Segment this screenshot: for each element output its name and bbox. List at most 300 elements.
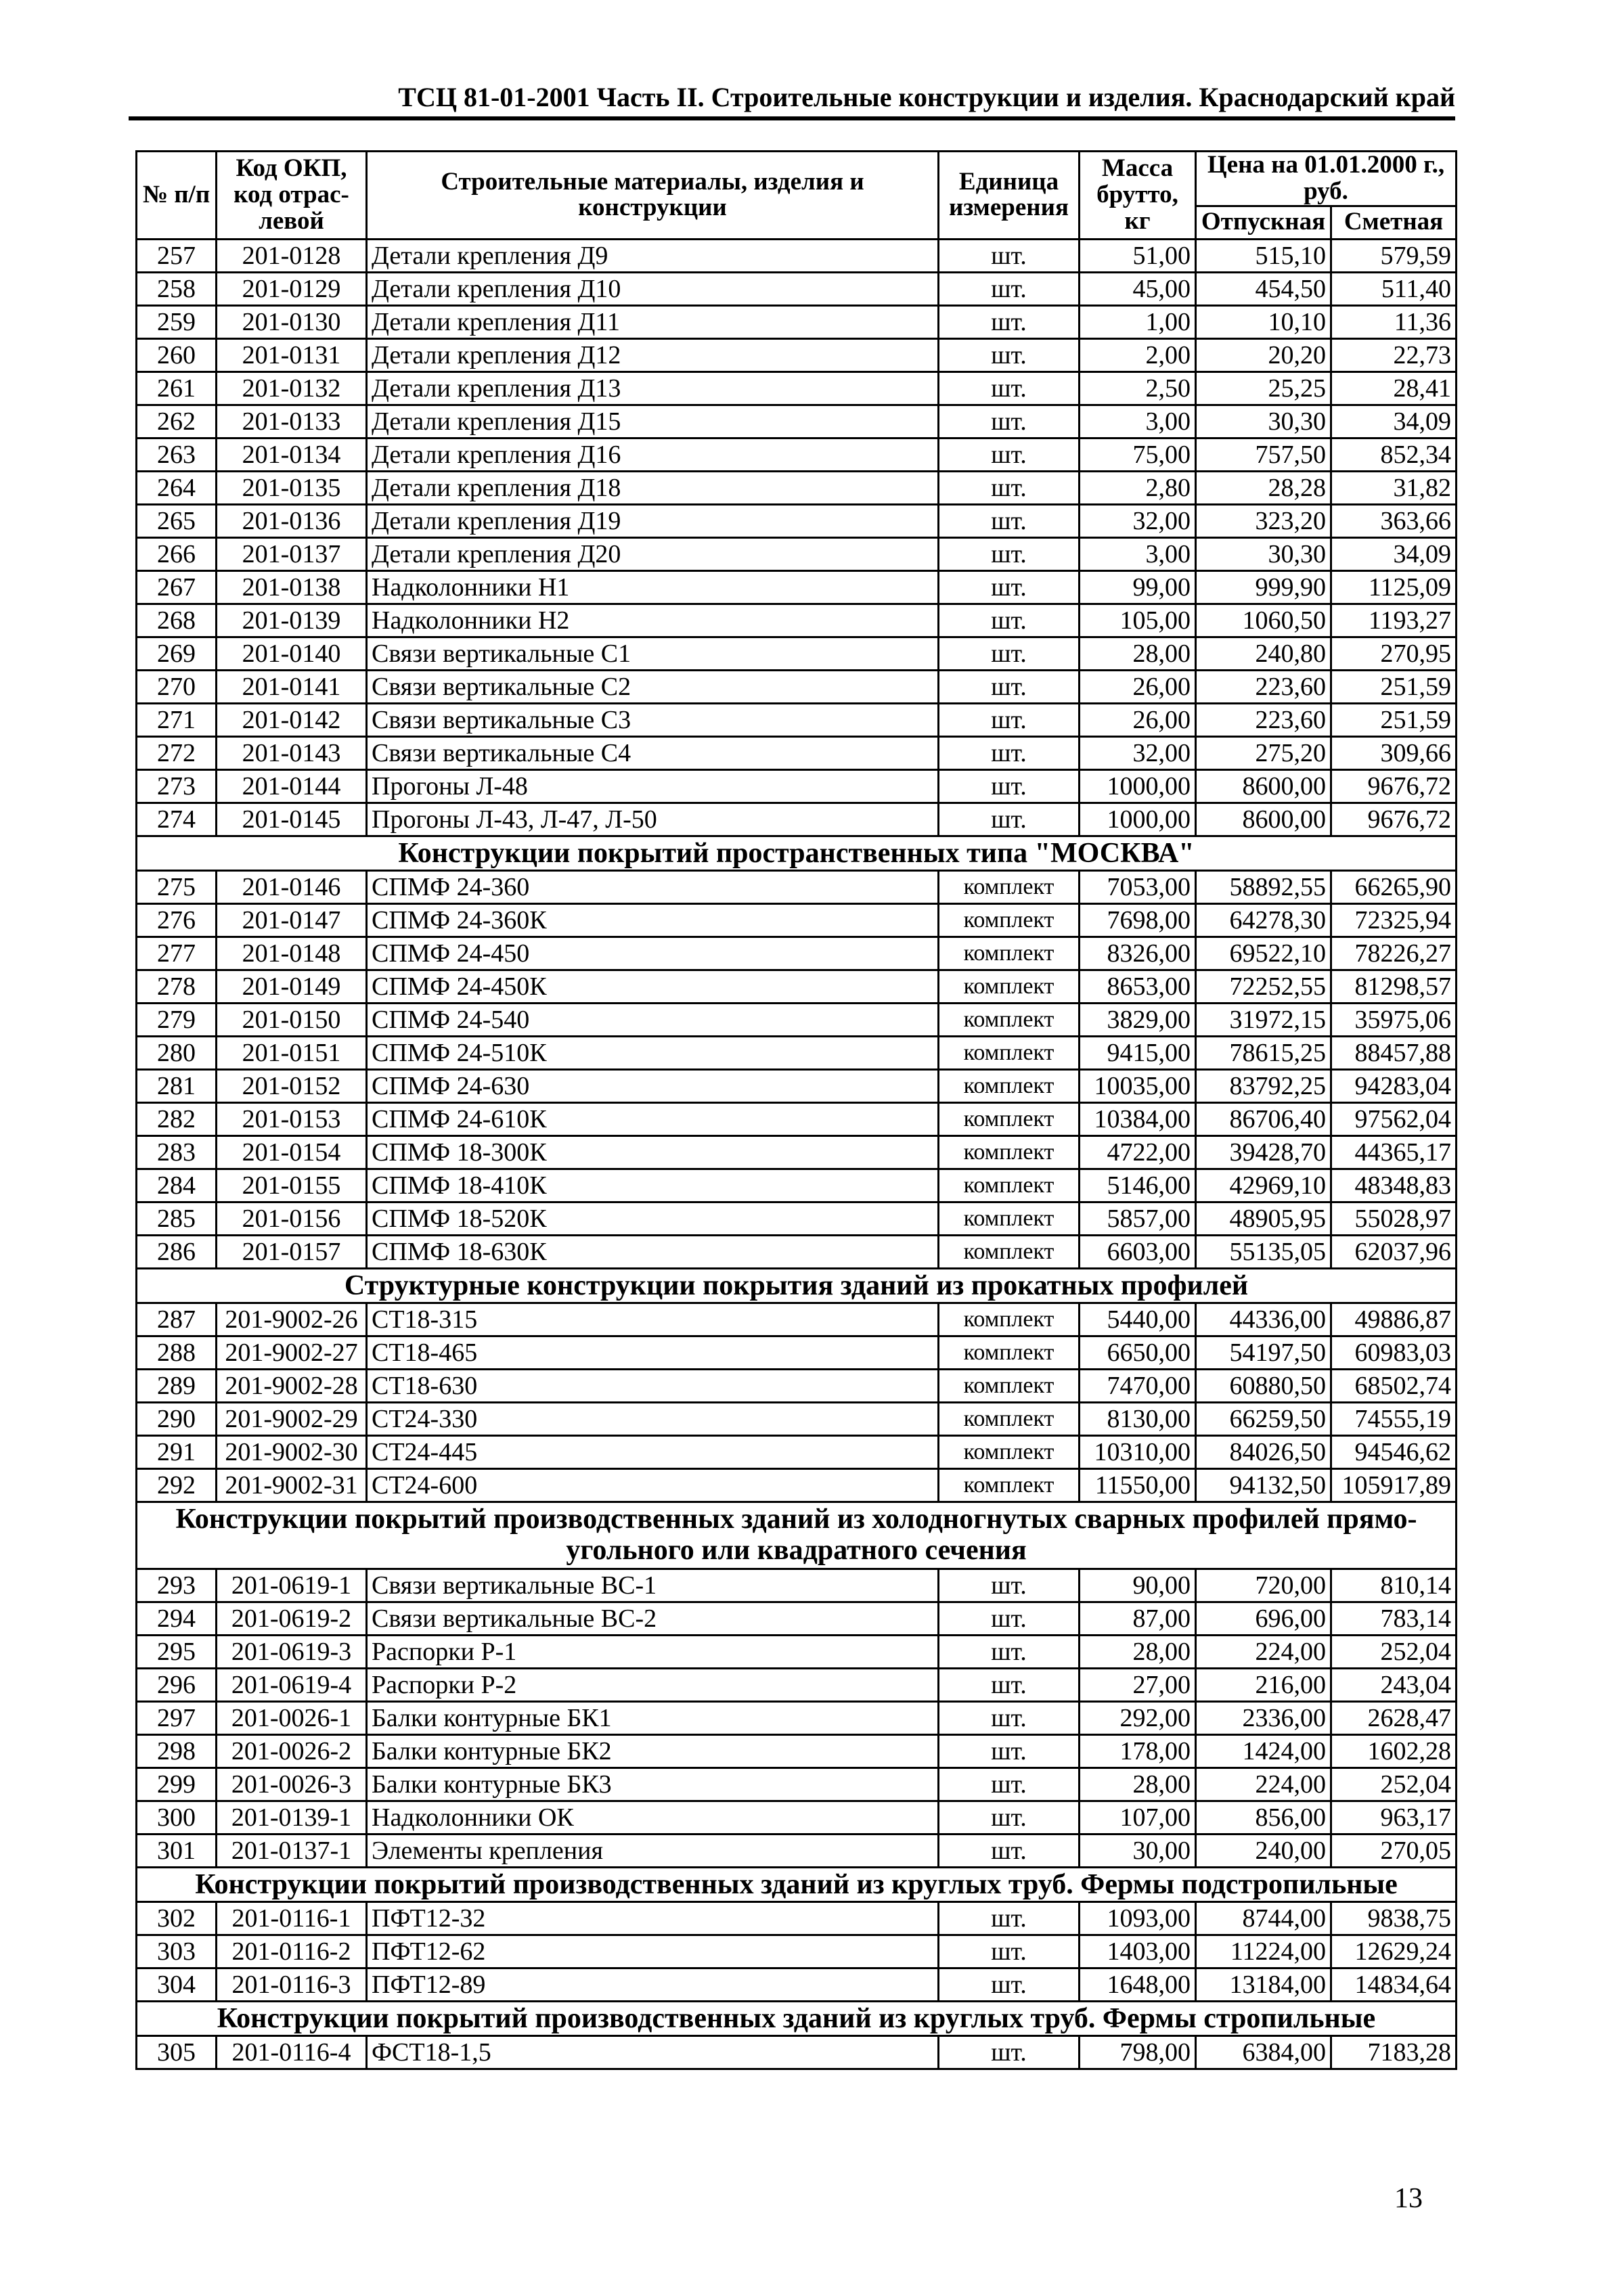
cell-name: СПМФ 24-540: [367, 1003, 939, 1036]
cell-num: 259: [137, 305, 217, 338]
table-row: [137, 1102, 1457, 1135]
table-row: [137, 736, 1457, 769]
cell-code: 201-0619-2: [217, 1602, 367, 1635]
cell-unit: шт.: [939, 537, 1080, 570]
cell-price-estimate: 252,04: [1331, 1635, 1457, 1668]
cell-mass: 1000,00: [1080, 803, 1196, 836]
table-row: [137, 305, 1457, 338]
cell-code: 201-0135: [217, 471, 367, 504]
cell-price-estimate: 49886,87: [1331, 1303, 1457, 1336]
table-row: [137, 1435, 1457, 1468]
cell-code: 201-9002-27: [217, 1336, 367, 1369]
cell-price-estimate: 363,66: [1331, 504, 1457, 537]
cell-unit: шт.: [939, 438, 1080, 471]
cell-price-release: 1060,50: [1196, 604, 1331, 637]
cell-unit: комплект: [939, 1336, 1080, 1369]
cell-price-release: 224,00: [1196, 1635, 1331, 1668]
cell-num: 302: [137, 1901, 217, 1935]
cell-name: Балки контурные БК2: [367, 1734, 939, 1768]
cell-num: 272: [137, 736, 217, 769]
cell-price-estimate: 28,41: [1331, 372, 1457, 405]
cell-code: 201-0146: [217, 870, 367, 903]
table-row: [137, 604, 1457, 637]
cell-num: 299: [137, 1768, 217, 1801]
table-row: [137, 1336, 1457, 1369]
cell-mass: 8130,00: [1080, 1402, 1196, 1435]
cell-code: 201-0132: [217, 372, 367, 405]
cell-name: Связи вертикальные ВС-1: [367, 1569, 939, 1602]
cell-unit: шт.: [939, 1701, 1080, 1734]
cell-code: 201-0133: [217, 405, 367, 438]
cell-unit: шт.: [939, 769, 1080, 803]
cell-name: Детали крепления Д11: [367, 305, 939, 338]
cell-name: СПМФ 24-450: [367, 937, 939, 970]
cell-price-estimate: 963,17: [1331, 1801, 1457, 1834]
cell-price-estimate: 7183,28: [1331, 2035, 1457, 2069]
cell-price-release: 31972,15: [1196, 1003, 1331, 1036]
cell-name: Прогоны Л-48: [367, 769, 939, 803]
cell-mass: 8326,00: [1080, 937, 1196, 970]
cell-mass: 32,00: [1080, 736, 1196, 769]
cell-num: 283: [137, 1135, 217, 1169]
table-row: [137, 471, 1457, 504]
table-row: [137, 1935, 1457, 1968]
cell-num: 298: [137, 1734, 217, 1768]
cell-price-estimate: 270,95: [1331, 637, 1457, 670]
cell-unit: шт.: [939, 1569, 1080, 1602]
cell-num: 292: [137, 1468, 217, 1502]
table-row: [137, 1303, 1457, 1336]
cell-unit: шт.: [939, 1768, 1080, 1801]
cell-num: 291: [137, 1435, 217, 1468]
cell-price-estimate: 44365,17: [1331, 1135, 1457, 1169]
table-row: [137, 1768, 1457, 1801]
cell-code: 201-0140: [217, 637, 367, 670]
cell-unit: комплект: [939, 1369, 1080, 1402]
cell-name: Детали крепления Д12: [367, 338, 939, 372]
cell-price-estimate: 243,04: [1331, 1668, 1457, 1701]
cell-unit: комплект: [939, 970, 1080, 1003]
cell-unit: шт.: [939, 670, 1080, 703]
cell-mass: 45,00: [1080, 272, 1196, 305]
cell-price-release: 11224,00: [1196, 1935, 1331, 1968]
cell-code: 201-0116-1: [217, 1901, 367, 1935]
cell-price-release: 58892,55: [1196, 870, 1331, 903]
cell-price-release: 48905,95: [1196, 1202, 1331, 1235]
cell-name: Балки контурные БК1: [367, 1701, 939, 1734]
cell-price-release: 20,20: [1196, 338, 1331, 372]
table-row: [137, 1635, 1457, 1668]
cell-code: 201-9002-28: [217, 1369, 367, 1402]
cell-mass: 1648,00: [1080, 1968, 1196, 2001]
cell-price-estimate: 97562,04: [1331, 1102, 1457, 1135]
cell-name: Детали крепления Д19: [367, 504, 939, 537]
cell-unit: шт.: [939, 604, 1080, 637]
cell-price-release: 216,00: [1196, 1668, 1331, 1701]
table-row: [137, 504, 1457, 537]
cell-price-release: 28,28: [1196, 471, 1331, 504]
cell-num: 284: [137, 1169, 217, 1202]
cell-mass: 1403,00: [1080, 1935, 1196, 1968]
cell-name: Детали крепления Д16: [367, 438, 939, 471]
col-header-name: Строительные материалы, изделия и конструкции: [367, 152, 939, 240]
cell-num: 279: [137, 1003, 217, 1036]
cell-code: 201-0155: [217, 1169, 367, 1202]
cell-name: СТ24-445: [367, 1435, 939, 1468]
cell-mass: 6650,00: [1080, 1336, 1196, 1369]
cell-code: 201-0142: [217, 703, 367, 736]
cell-mass: 6603,00: [1080, 1235, 1196, 1268]
cell-num: 269: [137, 637, 217, 670]
cell-name: СПМФ 24-360К: [367, 903, 939, 937]
cell-code: 201-0157: [217, 1235, 367, 1268]
cell-mass: 7470,00: [1080, 1369, 1196, 1402]
cell-unit: шт.: [939, 338, 1080, 372]
col-header-mass: Масса брутто, кг: [1080, 152, 1196, 240]
cell-unit: шт.: [939, 1602, 1080, 1635]
cell-price-release: 30,30: [1196, 537, 1331, 570]
cell-unit: комплект: [939, 903, 1080, 937]
cell-price-release: 8744,00: [1196, 1901, 1331, 1935]
cell-num: 271: [137, 703, 217, 736]
cell-name: Балки контурные БК3: [367, 1768, 939, 1801]
cell-unit: комплект: [939, 1036, 1080, 1069]
table-row: [137, 670, 1457, 703]
cell-mass: 7698,00: [1080, 903, 1196, 937]
cell-price-release: 223,60: [1196, 670, 1331, 703]
table-row: [137, 1668, 1457, 1701]
section-heading-row: [137, 2001, 1457, 2035]
cell-unit: комплект: [939, 1235, 1080, 1268]
cell-price-estimate: 48348,83: [1331, 1169, 1457, 1202]
cell-price-release: 25,25: [1196, 372, 1331, 405]
cell-mass: 2,80: [1080, 471, 1196, 504]
cell-price-estimate: 9676,72: [1331, 769, 1457, 803]
table-row: [137, 1402, 1457, 1435]
cell-price-estimate: 81298,57: [1331, 970, 1457, 1003]
cell-code: 201-0138: [217, 570, 367, 604]
cell-price-estimate: 9838,75: [1331, 1901, 1457, 1935]
table-row: [137, 1602, 1457, 1635]
table-row: [137, 1468, 1457, 1502]
table-row: [137, 703, 1457, 736]
table-row: [137, 372, 1457, 405]
cell-mass: 5440,00: [1080, 1303, 1196, 1336]
cell-price-estimate: 60983,03: [1331, 1336, 1457, 1369]
cell-price-estimate: 34,09: [1331, 537, 1457, 570]
cell-mass: 3829,00: [1080, 1003, 1196, 1036]
cell-price-release: 240,00: [1196, 1834, 1331, 1867]
cell-code: 201-0143: [217, 736, 367, 769]
cell-price-estimate: 1125,09: [1331, 570, 1457, 604]
cell-name: СПМФ 24-630: [367, 1069, 939, 1102]
cell-code: 201-0149: [217, 970, 367, 1003]
cell-price-release: 86706,40: [1196, 1102, 1331, 1135]
cell-unit: комплект: [939, 1102, 1080, 1135]
table-row: [137, 537, 1457, 570]
cell-price-estimate: 783,14: [1331, 1602, 1457, 1635]
price-table: [135, 150, 1457, 2070]
cell-price-release: 240,80: [1196, 637, 1331, 670]
cell-name: Детали крепления Д13: [367, 372, 939, 405]
table-row: [137, 970, 1457, 1003]
cell-name: СТ18-465: [367, 1336, 939, 1369]
cell-unit: шт.: [939, 504, 1080, 537]
cell-mass: 1093,00: [1080, 1901, 1196, 1935]
cell-name: Надколонники Н1: [367, 570, 939, 604]
cell-name: Связи вертикальные ВС-2: [367, 1602, 939, 1635]
cell-price-release: 323,20: [1196, 504, 1331, 537]
cell-unit: шт.: [939, 2035, 1080, 2069]
cell-code: 201-0619-3: [217, 1635, 367, 1668]
cell-mass: 99,00: [1080, 570, 1196, 604]
cell-num: 303: [137, 1935, 217, 1968]
cell-price-estimate: 14834,64: [1331, 1968, 1457, 2001]
cell-unit: шт.: [939, 305, 1080, 338]
cell-unit: шт.: [939, 372, 1080, 405]
cell-unit: комплект: [939, 1003, 1080, 1036]
cell-unit: шт.: [939, 1834, 1080, 1867]
cell-price-release: 8600,00: [1196, 803, 1331, 836]
cell-unit: шт.: [939, 272, 1080, 305]
cell-unit: шт.: [939, 1734, 1080, 1768]
cell-price-release: 94132,50: [1196, 1468, 1331, 1502]
cell-name: Прогоны Л-43, Л-47, Л-50: [367, 803, 939, 836]
table-row: [137, 1968, 1457, 2001]
cell-price-estimate: 31,82: [1331, 471, 1457, 504]
section-heading: Конструкции покрытий пространственных типа "МОСКВА": [137, 836, 1457, 870]
cell-price-release: 223,60: [1196, 703, 1331, 736]
cell-name: Детали крепления Д20: [367, 537, 939, 570]
cell-price-release: 54197,50: [1196, 1336, 1331, 1369]
cell-unit: комплект: [939, 1402, 1080, 1435]
cell-code: 201-0116-3: [217, 1968, 367, 2001]
cell-name: ПФТ12-89: [367, 1968, 939, 2001]
table-row: [137, 1235, 1457, 1268]
table-body: [137, 239, 1457, 2069]
cell-mass: 2,50: [1080, 372, 1196, 405]
cell-name: Элементы крепления: [367, 1834, 939, 1867]
header-rule: [129, 116, 1455, 120]
cell-code: 201-0144: [217, 769, 367, 803]
cell-price-estimate: 68502,74: [1331, 1369, 1457, 1402]
cell-num: 275: [137, 870, 217, 903]
cell-price-release: 84026,50: [1196, 1435, 1331, 1468]
cell-price-release: 10,10: [1196, 305, 1331, 338]
cell-price-estimate: 22,73: [1331, 338, 1457, 372]
cell-mass: 7053,00: [1080, 870, 1196, 903]
cell-code: 201-0156: [217, 1202, 367, 1235]
cell-num: 288: [137, 1336, 217, 1369]
cell-name: ФСТ18-1,5: [367, 2035, 939, 2069]
section-heading: Конструкции покрытий производственных зданий из круглых труб. Фермы стропильные: [137, 2001, 1457, 2035]
cell-num: 280: [137, 1036, 217, 1069]
cell-mass: 10035,00: [1080, 1069, 1196, 1102]
cell-code: 201-0026-2: [217, 1734, 367, 1768]
cell-price-estimate: 252,04: [1331, 1768, 1457, 1801]
cell-num: 305: [137, 2035, 217, 2069]
table-row: [137, 272, 1457, 305]
cell-mass: 75,00: [1080, 438, 1196, 471]
cell-num: 290: [137, 1402, 217, 1435]
table-row: [137, 1369, 1457, 1402]
cell-price-release: 64278,30: [1196, 903, 1331, 937]
cell-num: 276: [137, 903, 217, 937]
cell-mass: 87,00: [1080, 1602, 1196, 1635]
cell-price-estimate: 9676,72: [1331, 803, 1457, 836]
cell-code: 201-0141: [217, 670, 367, 703]
table-row: [137, 1701, 1457, 1734]
cell-unit: шт.: [939, 405, 1080, 438]
cell-price-estimate: 35975,06: [1331, 1003, 1457, 1036]
cell-price-estimate: 810,14: [1331, 1569, 1457, 1602]
cell-mass: 107,00: [1080, 1801, 1196, 1834]
table-row: [137, 1801, 1457, 1834]
cell-name: СТ24-330: [367, 1402, 939, 1435]
cell-price-release: 72252,55: [1196, 970, 1331, 1003]
table-row: [137, 803, 1457, 836]
cell-name: ПФТ12-32: [367, 1901, 939, 1935]
cell-num: 300: [137, 1801, 217, 1834]
cell-price-estimate: 62037,96: [1331, 1235, 1457, 1268]
cell-name: ПФТ12-62: [367, 1935, 939, 1968]
cell-unit: шт.: [939, 803, 1080, 836]
cell-unit: шт.: [939, 1901, 1080, 1935]
cell-price-estimate: 251,59: [1331, 670, 1457, 703]
cell-code: 201-0026-1: [217, 1701, 367, 1734]
cell-num: 274: [137, 803, 217, 836]
cell-unit: шт.: [939, 239, 1080, 272]
cell-mass: 178,00: [1080, 1734, 1196, 1768]
cell-price-release: 44336,00: [1196, 1303, 1331, 1336]
cell-mass: 26,00: [1080, 670, 1196, 703]
cell-price-release: 454,50: [1196, 272, 1331, 305]
cell-price-estimate: 55028,97: [1331, 1202, 1457, 1235]
cell-price-estimate: 105917,89: [1331, 1468, 1457, 1502]
cell-num: 263: [137, 438, 217, 471]
cell-name: СТ24-600: [367, 1468, 939, 1502]
cell-price-estimate: 72325,94: [1331, 903, 1457, 937]
cell-code: 201-0131: [217, 338, 367, 372]
cell-price-estimate: 11,36: [1331, 305, 1457, 338]
cell-num: 295: [137, 1635, 217, 1668]
cell-code: 201-9002-29: [217, 1402, 367, 1435]
table-row: [137, 239, 1457, 272]
cell-num: 301: [137, 1834, 217, 1867]
table-row: [137, 438, 1457, 471]
cell-unit: комплект: [939, 1135, 1080, 1169]
cell-num: 277: [137, 937, 217, 970]
cell-num: 294: [137, 1602, 217, 1635]
cell-mass: 8653,00: [1080, 970, 1196, 1003]
cell-price-estimate: 579,59: [1331, 239, 1457, 272]
cell-code: 201-0150: [217, 1003, 367, 1036]
cell-mass: 28,00: [1080, 1768, 1196, 1801]
table-row: [137, 338, 1457, 372]
cell-code: 201-0619-1: [217, 1569, 367, 1602]
section-heading-row: [137, 836, 1457, 870]
cell-price-release: 13184,00: [1196, 1968, 1331, 2001]
cell-name: Распорки Р-1: [367, 1635, 939, 1668]
cell-code: 201-0130: [217, 305, 367, 338]
cell-mass: 3,00: [1080, 405, 1196, 438]
cell-num: 257: [137, 239, 217, 272]
cell-unit: шт.: [939, 1801, 1080, 1834]
section-heading: Структурные конструкции покрытия зданий из прокатных профилей: [137, 1268, 1457, 1303]
cell-code: 201-0139: [217, 604, 367, 637]
cell-price-estimate: 511,40: [1331, 272, 1457, 305]
table-row: [137, 1834, 1457, 1867]
cell-name: СТ18-630: [367, 1369, 939, 1402]
cell-code: 201-0152: [217, 1069, 367, 1102]
cell-price-release: 60880,50: [1196, 1369, 1331, 1402]
table-row: [137, 769, 1457, 803]
table-row: [137, 937, 1457, 970]
cell-mass: 5857,00: [1080, 1202, 1196, 1235]
cell-name: Детали крепления Д9: [367, 239, 939, 272]
table-row: [137, 637, 1457, 670]
cell-num: 258: [137, 272, 217, 305]
cell-price-release: 515,10: [1196, 239, 1331, 272]
cell-name: СПМФ 18-410К: [367, 1169, 939, 1202]
cell-mass: 27,00: [1080, 1668, 1196, 1701]
cell-name: Связи вертикальные С2: [367, 670, 939, 703]
cell-price-estimate: 74555,19: [1331, 1402, 1457, 1435]
cell-mass: 90,00: [1080, 1569, 1196, 1602]
cell-unit: шт.: [939, 471, 1080, 504]
cell-price-release: 720,00: [1196, 1569, 1331, 1602]
cell-name: Детали крепления Д15: [367, 405, 939, 438]
cell-price-release: 6384,00: [1196, 2035, 1331, 2069]
cell-mass: 1,00: [1080, 305, 1196, 338]
cell-unit: шт.: [939, 637, 1080, 670]
cell-price-release: 224,00: [1196, 1768, 1331, 1801]
cell-num: 273: [137, 769, 217, 803]
cell-mass: 32,00: [1080, 504, 1196, 537]
cell-mass: 798,00: [1080, 2035, 1196, 2069]
cell-price-release: 55135,05: [1196, 1235, 1331, 1268]
cell-unit: шт.: [939, 570, 1080, 604]
cell-num: 289: [137, 1369, 217, 1402]
cell-mass: 3,00: [1080, 537, 1196, 570]
cell-price-release: 696,00: [1196, 1602, 1331, 1635]
cell-code: 201-0147: [217, 903, 367, 937]
table-row: [137, 1569, 1457, 1602]
cell-code: 201-9002-31: [217, 1468, 367, 1502]
cell-num: 296: [137, 1668, 217, 1701]
cell-name: СПМФ 18-520К: [367, 1202, 939, 1235]
cell-mass: 9415,00: [1080, 1036, 1196, 1069]
col-header-code: Код ОКП, код отрас-левой: [217, 152, 367, 240]
cell-unit: шт.: [939, 703, 1080, 736]
cell-price-release: 39428,70: [1196, 1135, 1331, 1169]
cell-mass: 26,00: [1080, 703, 1196, 736]
cell-num: 270: [137, 670, 217, 703]
cell-mass: 105,00: [1080, 604, 1196, 637]
cell-price-estimate: 852,34: [1331, 438, 1457, 471]
table-row: [137, 1036, 1457, 1069]
table-row: [137, 1003, 1457, 1036]
cell-unit: комплект: [939, 1468, 1080, 1502]
table-row: [137, 1901, 1457, 1935]
section-heading-row: [137, 1268, 1457, 1303]
cell-name: Связи вертикальные С4: [367, 736, 939, 769]
section-heading: Конструкции покрытий производственных зданий из холодногнутых сварных профилей прямо-угольного или квадратного сечения: [137, 1502, 1457, 1569]
col-header-price-release: Отпускная: [1196, 206, 1331, 239]
table-row: [137, 1202, 1457, 1235]
cell-unit: шт.: [939, 1635, 1080, 1668]
table-row: [137, 1169, 1457, 1202]
